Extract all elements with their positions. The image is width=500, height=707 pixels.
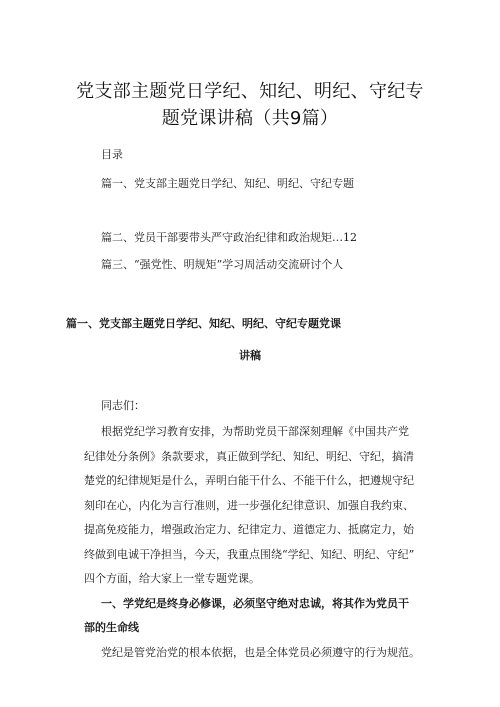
toc-heading: 目录 (101, 148, 123, 161)
body-line: 楚党的纪律规矩是什么，弄明白能干什么、不能干什么，把遵规守纪 (84, 474, 414, 487)
body-line: 四个方面，给大家上一堂专题党课。 (84, 572, 260, 585)
toc-item-2[interactable]: 篇二、党员干部要带头严守政治纪律和政治规矩…12 (101, 231, 357, 244)
toc-item-3[interactable]: 篇三、“强党性、明规矩”学习周活动交流研讨个人 (101, 258, 344, 271)
subheading-line: 一、学党纪是终身必修课，必须坚守绝对忠诚，将其作为党员干 (101, 596, 409, 610)
greeting: 同志们： (101, 399, 145, 412)
body-line: 纪律处分条例》条款要求，真正做到学纪、知纪、明纪、守纪，搞清 (84, 449, 414, 463)
body-line: 根据党纪学习教育安排，为帮助党员干部深刻理解《中国共产党 (101, 425, 409, 438)
document-title-line-1: 党支部主题党日学纪、知纪、明纪、守纪专 (76, 81, 424, 102)
body-line: 提高免疫能力，增强政治定力、纪律定力、道德定力、抵腐定力，始 (84, 523, 414, 536)
section-title-line-1: 篇一、党支部主题党日学纪、知纪、明纪、守纪专题党课 (66, 317, 341, 330)
document-title-line-2: 题党课讲稿（共9篇） (161, 108, 339, 129)
body-line: 党纪是管党治党的根本依据，也是全体党员必须遵守的行为规范。 (101, 645, 420, 659)
subheading-line: 部的生命线 (84, 621, 139, 634)
toc-item-1[interactable]: 篇一、党支部主题党日学纪、知纪、明纪、守纪专题 (101, 177, 354, 190)
body-text (84, 420, 444, 665)
body-line: 终做到电诚干净担当，今天，我重点围绕“学纪、知纪、明纪、守纪” (84, 547, 415, 561)
body-line: 刻印在心，内化为言行准则，进一步强化纪律意识、加强自我约束、 (84, 498, 414, 512)
section-title-line-2: 讲稿 (239, 349, 261, 362)
